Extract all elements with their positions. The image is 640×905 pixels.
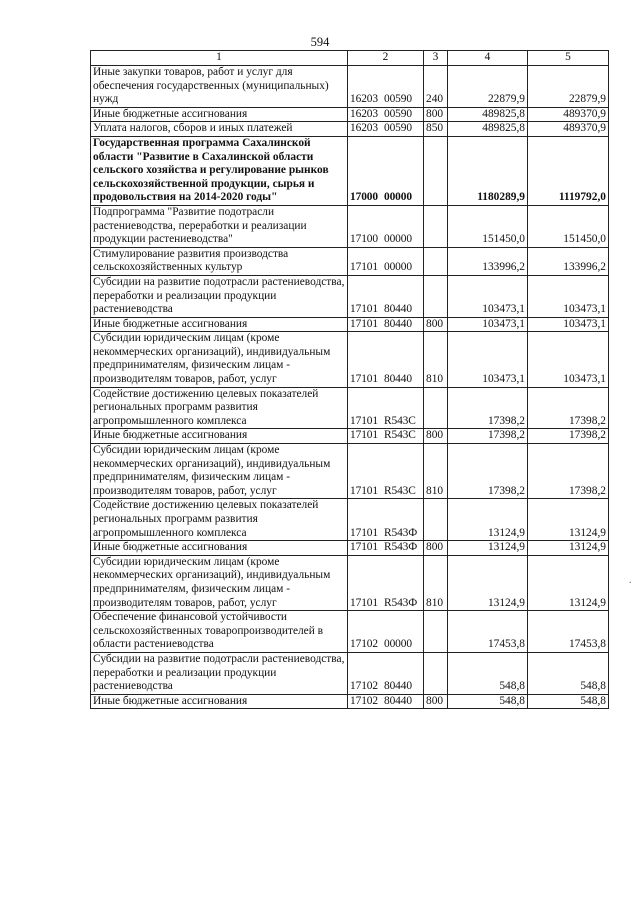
row-code-direction: 00000 bbox=[383, 191, 412, 204]
row-value-2-cell: 133996,2 bbox=[528, 247, 609, 275]
row-code-program: 17102 bbox=[350, 694, 378, 707]
row-value-2-cell: 1119792,0 bbox=[528, 136, 609, 205]
row-name-cell: Субсидии на развитие подотрасли растениеводства, переработки и реализации продукции растениеводства bbox=[91, 652, 348, 694]
row-type-cell bbox=[424, 652, 448, 694]
row-value-2-cell: 151450,0 bbox=[528, 205, 609, 247]
page-number: 594 bbox=[310, 35, 330, 49]
row-value-1-cell: 133996,2 bbox=[448, 247, 528, 275]
row-value-1-cell: 489825,8 bbox=[448, 107, 528, 122]
row-value-2-cell: 13124,9 bbox=[528, 555, 609, 610]
row-code-direction: 80440 bbox=[383, 680, 412, 693]
row-name-cell: Иные бюджетные ассигнования bbox=[91, 541, 348, 556]
row-value-2-cell: 548,8 bbox=[528, 694, 609, 709]
row-code-cell bbox=[348, 387, 424, 429]
table-row bbox=[91, 66, 609, 108]
table-row bbox=[91, 205, 609, 247]
row-value-1-cell: 13124,9 bbox=[448, 499, 528, 541]
row-type-cell: 800 bbox=[424, 107, 448, 122]
table-row bbox=[91, 122, 609, 137]
row-code-direction: R543Ф bbox=[383, 596, 418, 609]
table-row bbox=[91, 317, 609, 332]
row-name-cell: Субсидии юридическим лицам (кроме некоммерческих организаций), индивидуальным предпринимателям, физическим лицам - производителям товаров, работ, услуг bbox=[91, 555, 348, 610]
row-code-program: 17101 bbox=[350, 526, 378, 539]
row-code-program: 17101 bbox=[350, 541, 378, 554]
row-value-2-cell: 489370,9 bbox=[528, 122, 609, 137]
row-name-cell: Иные бюджетные ассигнования bbox=[91, 694, 348, 709]
row-value-2-cell: 103473,1 bbox=[528, 332, 609, 387]
row-code-cell bbox=[348, 499, 424, 541]
row-type-cell bbox=[424, 247, 448, 275]
row-code-cell bbox=[348, 275, 424, 317]
row-value-2-cell: 13124,9 bbox=[528, 541, 609, 556]
table-header-row bbox=[91, 51, 609, 66]
row-name-cell: Субсидии юридическим лицам (кроме некоммерческих организаций), индивидуальным предпринимателям, физическим лицам - производителям товаров, работ, услуг bbox=[91, 332, 348, 387]
row-code-cell bbox=[348, 429, 424, 444]
row-value-1-cell: 103473,1 bbox=[448, 317, 528, 332]
row-value-1-cell: 17398,2 bbox=[448, 387, 528, 429]
row-name-cell: Иные бюджетные ассигнования bbox=[91, 107, 348, 122]
table-row bbox=[91, 541, 609, 556]
table-row bbox=[91, 247, 609, 275]
row-code-direction: R543Ф bbox=[383, 526, 418, 539]
row-name-cell: Подпрограмма "Развитие подотрасли растениеводства, переработки и реализации продукции растениеводства" bbox=[91, 205, 348, 247]
row-code-direction: 00000 bbox=[383, 233, 412, 246]
row-type-cell: 800 bbox=[424, 429, 448, 444]
row-code-cell bbox=[348, 541, 424, 556]
column-header-code: 2 bbox=[348, 51, 424, 66]
row-value-1-cell: 103473,1 bbox=[448, 275, 528, 317]
column-header-value-2: 5 bbox=[528, 51, 609, 66]
row-name-cell: Стимулирование развития производства сельскохозяйственных культур bbox=[91, 247, 348, 275]
budget-table bbox=[90, 50, 609, 709]
row-value-1-cell: 1180289,9 bbox=[448, 136, 528, 205]
row-code-cell bbox=[348, 136, 424, 205]
row-name-cell: Содействие достижению целевых показателей региональных программ развития агропромышленного комплекса bbox=[91, 499, 348, 541]
row-name-cell: Субсидии юридическим лицам (кроме некоммерческих организаций), индивидуальным предпринимателям, физическим лицам - производителям товаров, работ, услуг bbox=[91, 444, 348, 499]
row-code-cell bbox=[348, 444, 424, 499]
row-code-program: 17101 bbox=[350, 261, 378, 274]
row-value-2-cell: 22879,9 bbox=[528, 66, 609, 108]
row-value-1-cell: 548,8 bbox=[448, 652, 528, 694]
row-type-cell bbox=[424, 275, 448, 317]
row-type-cell bbox=[424, 387, 448, 429]
row-name-cell: Субсидии на развитие подотрасли растениеводства, переработки и реализации продукции растениеводства bbox=[91, 275, 348, 317]
table-row bbox=[91, 652, 609, 694]
row-type-cell: 810 bbox=[424, 444, 448, 499]
row-code-cell bbox=[348, 205, 424, 247]
row-value-1-cell: 13124,9 bbox=[448, 555, 528, 610]
table-row bbox=[91, 611, 609, 653]
row-code-program: 17101 bbox=[350, 317, 378, 330]
table-row bbox=[91, 429, 609, 444]
row-code-direction: 00000 bbox=[383, 261, 412, 274]
row-type-cell bbox=[424, 205, 448, 247]
row-name-cell: Иные закупки товаров, работ и услуг для обеспечения государственных (муниципальных) нужд bbox=[91, 66, 348, 108]
row-code-cell bbox=[348, 332, 424, 387]
row-code-program: 17000 bbox=[350, 191, 378, 204]
column-header-name: 1 bbox=[91, 51, 348, 66]
row-value-2-cell: 103473,1 bbox=[528, 317, 609, 332]
row-code-direction: 00590 bbox=[383, 122, 412, 135]
row-code-cell bbox=[348, 555, 424, 610]
row-type-cell bbox=[424, 136, 448, 205]
row-type-cell: 810 bbox=[424, 555, 448, 610]
row-code-program: 17102 bbox=[350, 680, 378, 693]
row-value-2-cell: 103473,1 bbox=[528, 275, 609, 317]
row-code-cell bbox=[348, 122, 424, 137]
row-value-1-cell: 13124,9 bbox=[448, 541, 528, 556]
row-value-1-cell: 151450,0 bbox=[448, 205, 528, 247]
row-code-program: 17100 bbox=[350, 233, 378, 246]
row-name-cell: Государственная программа Сахалинской области "Развитие в Сахалинской области сельского хозяйства и регулирование рынков сельскохозяйственной продукции, сырья и продовольствия на 2014-2020 годы" bbox=[91, 136, 348, 205]
row-type-cell: 810 bbox=[424, 332, 448, 387]
margin-mark: · bbox=[628, 578, 632, 589]
row-code-program: 16203 bbox=[350, 107, 378, 120]
row-code-program: 17101 bbox=[350, 484, 378, 497]
row-value-1-cell: 22879,9 bbox=[448, 66, 528, 108]
row-code-program: 17102 bbox=[350, 638, 378, 651]
row-value-2-cell: 17398,2 bbox=[528, 387, 609, 429]
row-code-direction: R543C bbox=[383, 429, 416, 442]
row-code-cell bbox=[348, 247, 424, 275]
row-name-cell: Уплата налогов, сборов и иных платежей bbox=[91, 122, 348, 137]
table-body bbox=[91, 66, 609, 709]
row-value-2-cell: 17453,8 bbox=[528, 611, 609, 653]
row-code-direction: 00000 bbox=[383, 638, 412, 651]
row-code-program: 16203 bbox=[350, 122, 378, 135]
row-code-program: 17101 bbox=[350, 373, 378, 386]
table-row bbox=[91, 332, 609, 387]
row-type-cell: 850 bbox=[424, 122, 448, 137]
row-type-cell: 800 bbox=[424, 317, 448, 332]
row-code-program: 16203 bbox=[350, 93, 378, 106]
table-row bbox=[91, 499, 609, 541]
table-row bbox=[91, 275, 609, 317]
row-code-cell bbox=[348, 66, 424, 108]
row-code-direction: R543C bbox=[383, 414, 416, 427]
row-code-program: 17101 bbox=[350, 596, 378, 609]
table-row bbox=[91, 136, 609, 205]
row-value-1-cell: 17398,2 bbox=[448, 444, 528, 499]
row-value-1-cell: 548,8 bbox=[448, 694, 528, 709]
row-type-cell: 240 bbox=[424, 66, 448, 108]
row-type-cell bbox=[424, 499, 448, 541]
row-type-cell: 800 bbox=[424, 694, 448, 709]
row-type-cell bbox=[424, 611, 448, 653]
row-name-cell: Иные бюджетные ассигнования bbox=[91, 429, 348, 444]
row-code-direction: R543C bbox=[383, 484, 416, 497]
row-value-2-cell: 489370,9 bbox=[528, 107, 609, 122]
row-name-cell: Содействие достижению целевых показателей региональных программ развития агропромышленного комплекса bbox=[91, 387, 348, 429]
row-code-cell bbox=[348, 694, 424, 709]
row-name-cell: Обеспечение финансовой устойчивости сельскохозяйственных товаропроизводителей в области растениеводства bbox=[91, 611, 348, 653]
row-code-cell bbox=[348, 317, 424, 332]
row-code-direction: 00590 bbox=[383, 93, 412, 106]
row-value-1-cell: 17398,2 bbox=[448, 429, 528, 444]
row-code-direction: 80440 bbox=[383, 373, 412, 386]
row-value-2-cell: 17398,2 bbox=[528, 429, 609, 444]
row-code-direction: 80440 bbox=[383, 303, 412, 316]
row-code-direction: R543Ф bbox=[383, 541, 418, 554]
row-type-cell: 800 bbox=[424, 541, 448, 556]
row-name-cell: Иные бюджетные ассигнования bbox=[91, 317, 348, 332]
row-value-2-cell: 13124,9 bbox=[528, 499, 609, 541]
row-code-program: 17101 bbox=[350, 303, 378, 316]
column-header-type: 3 bbox=[424, 51, 448, 66]
row-value-1-cell: 103473,1 bbox=[448, 332, 528, 387]
row-value-1-cell: 17453,8 bbox=[448, 611, 528, 653]
row-code-cell bbox=[348, 107, 424, 122]
row-code-direction: 80440 bbox=[383, 694, 412, 707]
table-row bbox=[91, 694, 609, 709]
table-row bbox=[91, 107, 609, 122]
table-row bbox=[91, 555, 609, 610]
row-code-cell bbox=[348, 652, 424, 694]
row-code-program: 17101 bbox=[350, 429, 378, 442]
row-value-1-cell: 489825,8 bbox=[448, 122, 528, 137]
row-value-2-cell: 548,8 bbox=[528, 652, 609, 694]
row-code-program: 17101 bbox=[350, 414, 378, 427]
column-header-value-1: 4 bbox=[448, 51, 528, 66]
table-row bbox=[91, 444, 609, 499]
row-code-cell bbox=[348, 611, 424, 653]
table-row bbox=[91, 387, 609, 429]
row-code-direction: 00590 bbox=[383, 107, 412, 120]
row-value-2-cell: 17398,2 bbox=[528, 444, 609, 499]
row-code-direction: 80440 bbox=[383, 317, 412, 330]
